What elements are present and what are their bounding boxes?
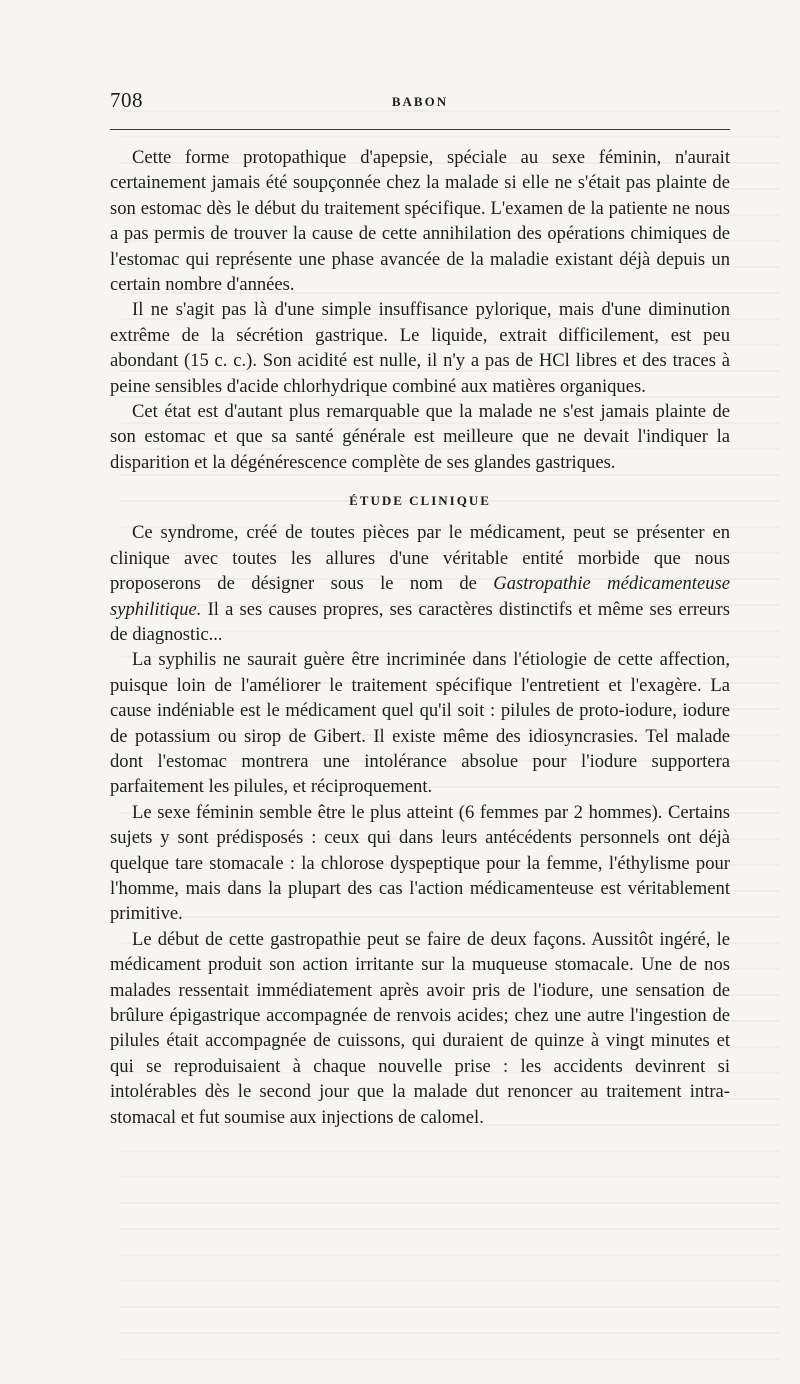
page-number: 708 [110,88,143,112]
paragraph-5: La syphilis ne saurait guère être incriminée dans l'étiologie de cette affection, puisque loin de l'améliorer le traitement spécifique l'entretient et l'exagère. La cause indéniable est le médicament quel qu'il soit : pilules de proto-iodure, iodure de potassium ou sirop de Gibert. Il existe même des idiosyncrasies. Tel malade dont l'estomac montrera une intolérance absolue pour l'iodure supportera parfaitement les pilules, et réciproquement. [110,649,730,798]
section-heading: ÉTUDE CLINIQUE [349,493,491,509]
disease-name-italic: Gastropathie médicamenteuse syphilitique. [110,573,731,620]
paragraph-4-text-a: Ce syndrome, créé de toutes pièces par le médicament, peut se présenter en clinique avec toutes les allures d'une véritable entité morbide que nous proposerons de désigner sous le nom de [110,522,730,595]
paragraph-4 [110,520,730,647]
body-text [110,145,730,1130]
paragraph-6: Le sexe féminin semble être le plus atteint (6 femmes par 2 hommes). Certains sujets y sont prédisposés : ceux qui dans leurs antécédents personnels ont déjà quelque tare stomacale : la chlorose dyspeptique pour la femme, l'éthylisme pour l'homme, mais dans la plupart des cas l'action médicamenteuse est véritablement primitive. [110,801,730,925]
paragraph-4-text-b: Il a ses causes propres, ses caractères distinctifs et même ses erreurs de diagnostic... [110,598,730,645]
page-header [110,84,730,114]
paragraph-7: Le début de cette gastropathie peut se faire de deux façons. Aussitôt ingéré, le médicament produit son action irritante sur la muqueuse stomacale. Une de nos malades ressentait immédiatement après avoir pris de l'iodure, une sensation de brûlure épigastrique accompagnée de renvois acides; chez une autre l'ingestion de pilules était accompagnée de cuissons, qui duraient de quinze à vingt minutes et qui se reproduisaient à chaque nouvelle prise : les accidents devinrent si intolérables dès le second jour que la malade dut renoncer au traitement intra-stomacal et fut soumise aux injections de calomel. [110,928,730,1128]
running-head: BABON [391,94,449,109]
paragraph-1: Cette forme protopathique d'apepsie, spéciale au sexe féminin, n'aurait certainement jamais été soupçonnée chez la malade si elle ne s'était pas plainte de son estomac dès le début du traitement spécifique. L'examen de la patiente ne nous a pas permis de trouver la cause de cette annihilation des opérations chimiques de l'estomac qui représente une phase avancée de la maladie existant déjà depuis un certain nombre d'années. [110,147,730,296]
header-rule [110,129,730,130]
paragraph-2: Il ne s'agit pas là d'une simple insuffisance pylorique, mais d'une diminution extrême de la sécrétion gastrique. Le liquide, extrait difficilement, est peu abondant (15 c. c.). Son acidité est nulle, il n'y a pas de HCl libres et des traces à peine sensibles d'acide chlorhydrique combiné aux matières organiques. [110,299,730,397]
paragraph-3: Cet état est d'autant plus remarquable que la malade ne s'est jamais plainte de son estomac et que sa santé générale est meilleure que ne devait l'indiquer la disparition et la dégénérescence complète de ses glandes gastriques. [110,401,730,473]
